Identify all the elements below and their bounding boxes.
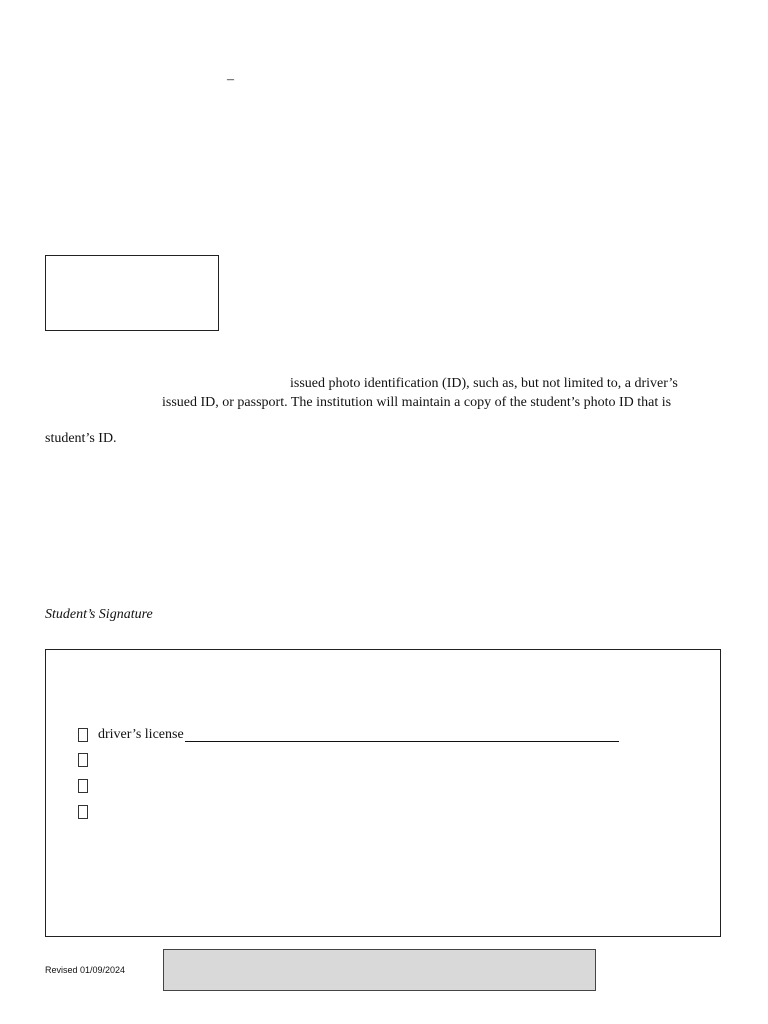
checkbox[interactable] [78,728,88,742]
paragraph-line-2: issued ID, or passport. The institution will maintain a copy of the student’s photo ID that is [162,395,672,410]
id-option-2[interactable] [78,753,98,767]
id-option-3[interactable] [78,779,98,793]
revised-date: Revised 01/09/2024 [45,965,126,975]
header-dash: – [227,72,234,87]
empty-field-box[interactable] [45,255,219,331]
drivers-license-entry-line[interactable] [185,729,619,742]
paragraph-line-3: student’s ID. [45,431,117,446]
student-signature-label: Student’s Signature [45,607,153,622]
paragraph-line-1: issued photo identification (ID), such as, but not limited to, a driver’s [290,376,678,391]
id-verification-box [45,649,721,937]
checkbox[interactable] [78,753,88,767]
footer-gray-box [163,949,596,991]
checkbox[interactable] [78,779,88,793]
checkbox[interactable] [78,805,88,819]
id-option-drivers-license[interactable] [78,727,619,743]
id-option-4[interactable] [78,805,98,819]
id-option-label: driver’s license [98,727,184,742]
